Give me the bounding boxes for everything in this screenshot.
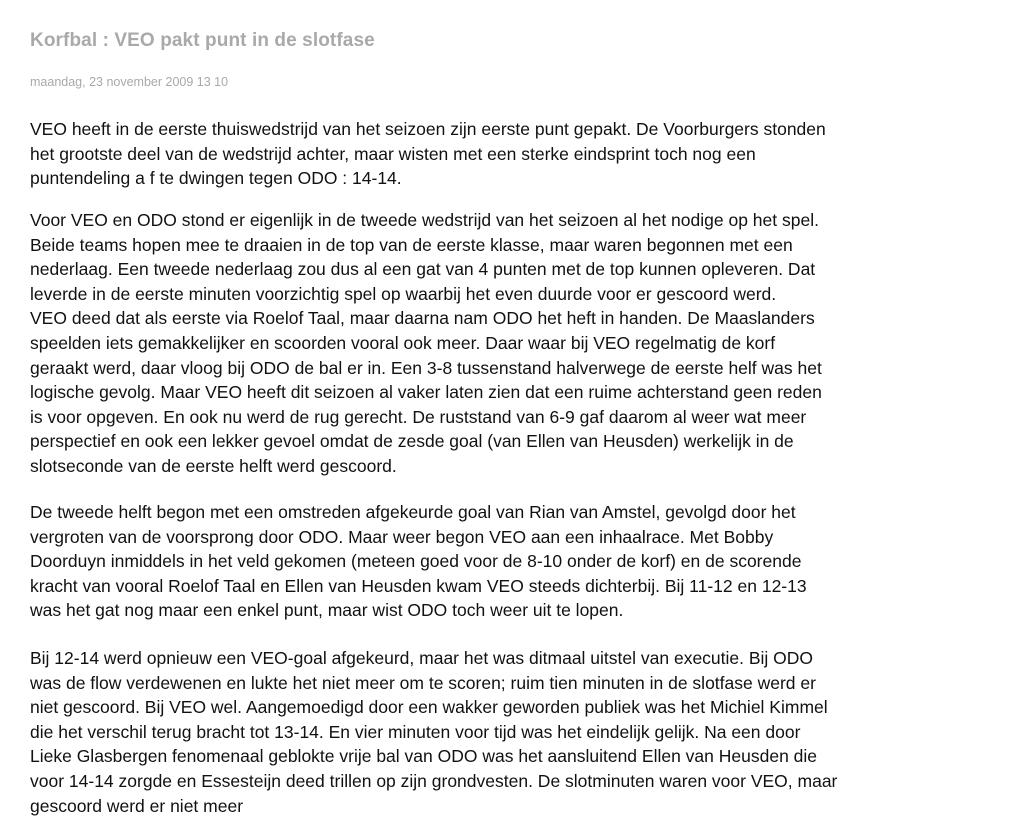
article-paragraph-4 [30,646,837,818]
paragraph-line: leverde in de eerste minuten voorzichtig spel op waarbij het even duurde voor er gescoord werd. [30,283,777,304]
paragraph-line: niet gescoord. Bij VEO wel. Aangemoedigd door een wakker geworden publiek was het Michiel Kimmel [30,697,828,718]
paragraph-line: die het verschil terug bracht tot 13-14. En vier minuten voor tijd was het eindelijk gelijk. Na een door [30,721,801,742]
paragraph-line: voor 14-14 zorgde en Essesteijn deed trillen op zijn grondvesten. De slotminuten waren voor VEO, maar [30,770,838,791]
article-title: Korfbal : VEO pakt punt in de slotfase [30,30,375,51]
paragraph-line: Beide teams hopen mee te draaien in de top van de eerste klasse, maar waren begonnen met een [30,234,793,255]
paragraph-line: vergroten van de voorsprong door ODO. Maar weer begon VEO aan een inhaalrace. Met Bobby [30,526,774,547]
paragraph-line: puntendeling a f te dwingen tegen ODO : 14-14. [30,168,402,189]
article-paragraph-1 [30,117,826,191]
paragraph-line: Voor VEO en ODO stond er eigenlijk in de tweede wedstrijd van het seizoen al het nodige op het spel. [30,210,819,230]
paragraph-line: logische gevolg. Maar VEO heeft dit seizoen al vaker laten zien dat een ruime achterstand geen reden [30,382,822,403]
paragraph-line: kracht van vooral Roelof Taal en Ellen van Heusden kwam VEO steeds dichterbij. Bij 11-12 en 12-13 [30,575,807,596]
paragraph-line: VEO deed dat als eerste via Roelof Taal, maar daarna nam ODO het heft in handen. De Maaslanders [30,308,815,329]
paragraph-line: nederlaag. Een tweede nederlaag zou dus al een gat van 4 punten met de top kunnen opleveren. Dat [30,259,816,280]
paragraph-line: het grootste deel van de wedstrijd achter, maar wisten met een sterke eindsprint toch nog een [30,143,756,164]
paragraph-line: Doorduyn inmiddels in het veld gekomen (meteen goed voor de 8-10 onder de korf) en de scorende [30,551,802,572]
paragraph-line: was de flow verdewenen en lukte het niet meer om te scoren; ruim tien minuten in de slotfase werd er [30,672,816,693]
paragraph-line: slotseconde van de eerste helft werd gescoord. [30,455,397,476]
paragraph-line: was het gat nog maar een enkel punt, maar wist ODO toch weer uit te lopen. [30,600,624,621]
paragraph-line: is voor opgeven. En ook nu werd de rug gerecht. De ruststand van 6-9 gaf daarom al weer wat meer [30,406,807,427]
paragraph-line: geraakt werd, daar vloog bij ODO de bal er in. Een 3-8 tussenstand halverwege de eerste helf was het [30,357,822,378]
paragraph-line: Bij 12-14 werd opnieuw een VEO-goal afgekeurd, maar het was ditmaal uitstel van executie. Bij ODO [30,648,814,668]
article-paragraph-2 [30,208,822,479]
paragraph-line: perspectief en ook een lekker gevoel omdat de zesde goal (van Ellen van Heusden) werkelijk in de [30,431,794,452]
paragraph-line: gescoord werd er niet meer [30,795,244,816]
paragraph-line: speelden iets gemakkelijker en scoorden vooral ook meer. Daar waar bij VEO regelmatig de korf [30,332,776,353]
article-paragraph-3 [30,500,807,623]
article-date: maandag, 23 november 2009 13 10 [30,75,229,89]
paragraph-line: De tweede helft begon met een omstreden afgekeurde goal van Rian van Amstel, gevolgd door het [30,502,796,522]
paragraph-line: VEO heeft in de eerste thuiswedstrijd van het seizoen zijn eerste punt gepakt. De Voorburgers stonden [30,119,826,139]
paragraph-line: Lieke Glasbergen fenomenaal geblokte vrije bal van ODO was het aansluitend Ellen van Heusden die [30,746,818,767]
